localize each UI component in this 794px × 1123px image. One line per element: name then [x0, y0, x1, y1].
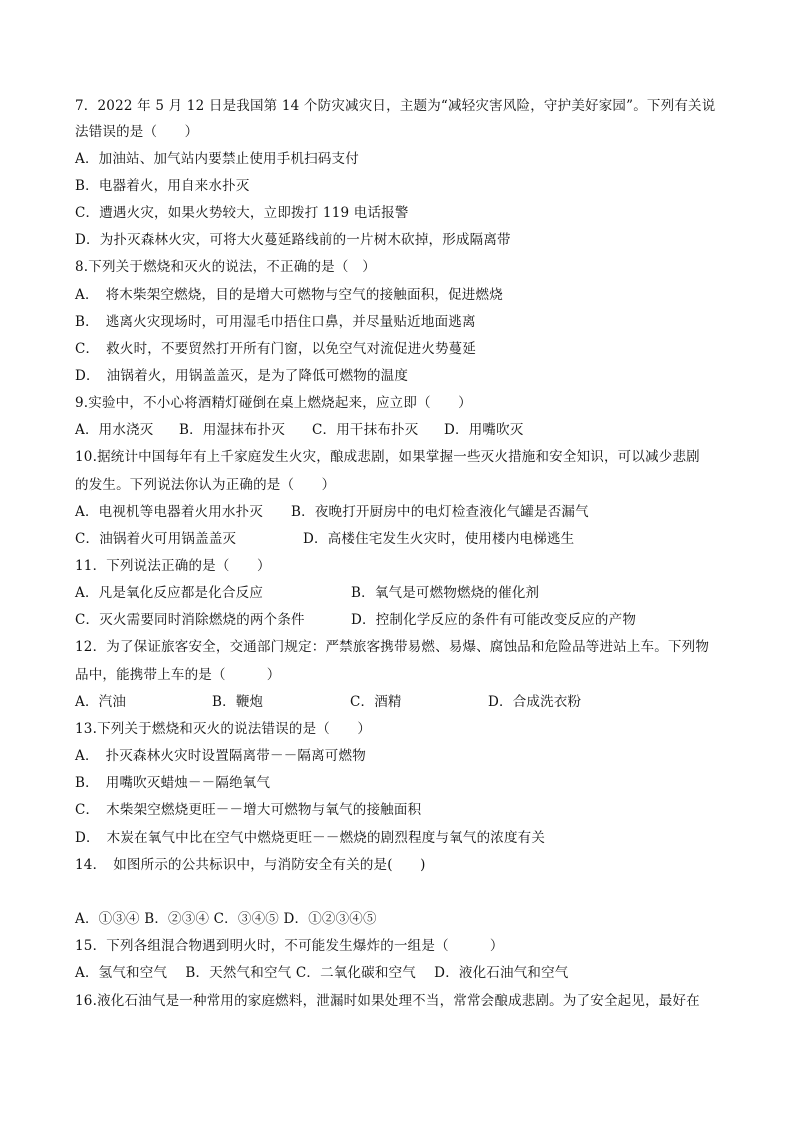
q15-stem: 15．下列各组混合物遇到明火时，不可能发生爆炸的一组是（ ）: [75, 938, 504, 954]
q10-option-d: D．高楼住宅发生火灾时，使用楼内电梯逃生: [303, 531, 575, 547]
q13-option-c: C． 木柴架空燃烧更旺－－增大可燃物与氧气的接触面积: [75, 802, 422, 818]
q14-options: A．①③④ B．②③④ C．③④⑤ D．①②③④⑤: [75, 911, 377, 927]
q14-stem: 14． 如图所示的公共标识中，与消防安全有关的是( ): [75, 857, 426, 873]
q13-option-a: A． 扑灭森林火灾时设置隔离带－－隔离可燃物: [75, 748, 366, 764]
q12-option-b: B．鞭炮: [212, 694, 264, 710]
q10-option-b: B．夜晚打开厨房中的电灯检查液化气罐是否漏气: [291, 504, 589, 520]
q7-option-b: B．电器着火，用自来水扑灭: [75, 178, 250, 194]
q13-option-d: D． 木炭在氧气中比在空气中燃烧更旺－－燃烧的剧烈程度与氧气的浓度有关: [75, 830, 546, 846]
q15-options: A．氢气和空气 B．天然气和空气 C．二氧化碳和空气 D．液化石油气和空气: [75, 965, 569, 981]
q7-option-c: C．遭遇火灾，如果火势较大，立即拨打 119 电话报警: [75, 205, 409, 221]
q12-stem-line1: 12．为了保证旅客安全，交通部门规定：严禁旅客携带易燃、易爆、腐蚀品和危险品等进站上车。下列物: [75, 639, 710, 655]
q11-option-d: D．控制化学反应的条件有可能改变反应的产物: [351, 612, 637, 628]
q12-stem-line2: 品中，能携带上车的是（ ）: [75, 667, 281, 683]
q8-option-a: A． 将木柴架空燃烧，目的是增大可燃物与空气的接触面积，促进燃烧: [75, 287, 503, 303]
q10-option-c: C．油锅着火可用锅盖盖灭: [75, 531, 237, 547]
q9-option-b: B．用湿抹布扑灭: [179, 422, 286, 438]
q12-option-a: A．汽油: [75, 694, 127, 710]
q11-option-c: C．灭火需要同时消除燃烧的两个条件: [75, 612, 305, 628]
q10-stem-line2: 的发生。下列说法你认为正确的是（ ）: [75, 477, 336, 493]
q9-option-d: D．用嘴吹灭: [444, 422, 524, 438]
q12-option-d: D．合成洗衣粉: [488, 694, 582, 710]
q9-option-c: C．用干抹布扑灭: [312, 422, 419, 438]
q13-option-b: B． 用嘴吹灭蜡烛－－隔绝氧气: [75, 775, 271, 791]
q13-stem: 13.下列关于燃烧和灭火的说法错误的是（ ）: [75, 721, 372, 737]
q16-stem-line1: 16.液化石油气是一种常用的家庭燃料，泄漏时如果处理不当，常常会酿成悲剧。为了安全起见，最好在: [75, 993, 700, 1009]
q7-stem-line2: 法错误的是（ ）: [75, 124, 199, 140]
q8-option-b: B． 逃离火灾现场时，可用湿毛巾捂住口鼻，并尽量贴近地面逃离: [75, 314, 476, 330]
q7-stem-line1: 7．2022 年 5 月 12 日是我国第 14 个防灾减灾日，主题为“减轻灾害风险，守护美好家园”。下列有关说: [75, 98, 716, 114]
q8-option-c: C． 救火时，不要贸然打开所有门窗，以免空气对流促进火势蔓延: [75, 341, 477, 357]
q9-option-a: A．用水浇灭: [75, 422, 154, 438]
q7-option-a: A．加油站、加气站内要禁止使用手机扫码支付: [75, 151, 359, 167]
q8-option-d: D． 油锅着火，用锅盖盖灭，是为了降低可燃物的温度: [75, 368, 409, 384]
q11-stem: 11．下列说法正确的是（ ）: [75, 558, 271, 574]
q10-option-a: A．电视机等电器着火用水扑灭: [75, 504, 264, 520]
q8-stem: 8.下列关于燃烧和灭火的说法，不正确的是（ ）: [75, 259, 376, 275]
q12-option-c: C．酒精: [350, 694, 402, 710]
q11-option-a: A．凡是氧化反应都是化合反应: [75, 585, 264, 601]
q11-option-b: B．氧气是可燃物燃烧的催化剂: [351, 585, 540, 601]
q10-stem-line1: 10.据统计中国每年有上千家庭发生火灾，酿成悲剧，如果掌握一些灭火措施和安全知识，可以减少悲剧: [75, 449, 700, 465]
q7-option-d: D．为扑灭森林火灾，可将大火蔓延路线前的一片树木砍掉，形成隔离带: [75, 232, 511, 248]
q9-stem: 9.实验中，不小心将酒精灯碰倒在桌上燃烧起来，应立即（ ）: [75, 395, 472, 411]
